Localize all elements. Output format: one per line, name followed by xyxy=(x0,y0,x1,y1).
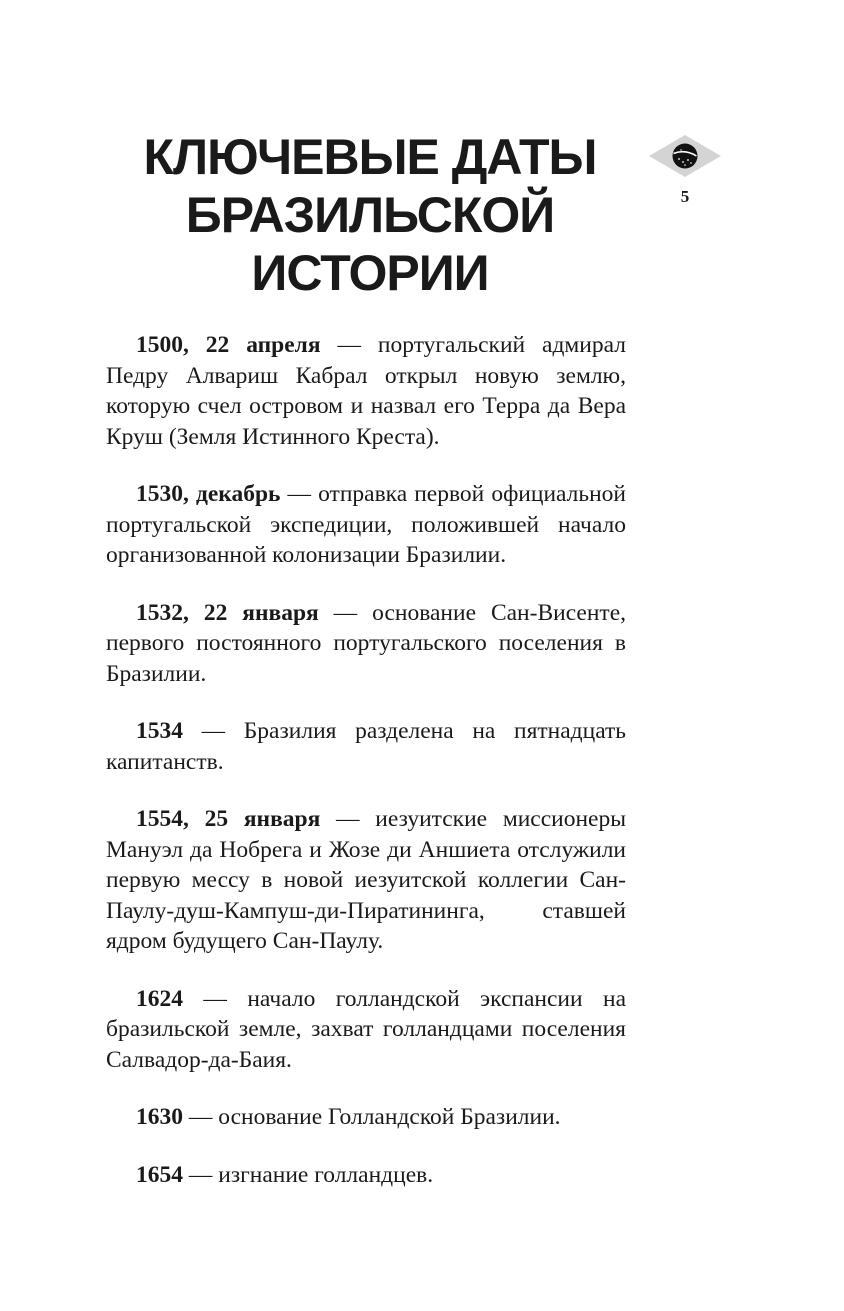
date-entry xyxy=(106,598,626,690)
title-line-2: БРАЗИЛЬСКОЙ xyxy=(185,187,555,243)
date-entry xyxy=(106,479,626,571)
entry-date: 1530, декабрь xyxy=(136,481,281,507)
entry-date: 1630 xyxy=(136,1104,183,1130)
page-number: 5 xyxy=(680,187,690,206)
entry-text: — иезуитские миссионеры Мануэл да Нобрега и Жозе ди Аншиета отслужили первую мессу в новой иезуитской коллегии Сан-Паулу-душ-Кампуш-ди-Пиратининга, ставшей ядром будущего Сан-Паулу. xyxy=(106,806,627,954)
title-line-3: ИСТОРИИ xyxy=(251,245,489,301)
key-dates-list xyxy=(106,330,626,1217)
entry-date: 1554, 25 января xyxy=(136,806,321,832)
date-entry xyxy=(106,1160,626,1191)
entry-date: 1532, 22 января xyxy=(136,599,319,626)
entry-text: — изгнание голландцев. xyxy=(188,1161,434,1188)
date-entry xyxy=(106,804,626,957)
date-entry xyxy=(106,716,626,777)
entry-text: — Бразилия разделена на пятнадцать капитанств. xyxy=(106,718,627,775)
entry-text: — португальский адмирал Педру Алвариш Кабрал открыл новую землю, которую счел островом и назвал его Терра да Вера Круш (Земля Истинного Креста). xyxy=(106,332,626,450)
entry-text: — начало голландской экспансии на бразильской земле, захват голландцами поселения Салвадор-да-Баия. xyxy=(106,985,626,1073)
brazil-flag-emblem-icon xyxy=(648,134,722,178)
entry-date: 1654 xyxy=(136,1161,183,1188)
page-title xyxy=(100,128,640,302)
entry-date: 1624 xyxy=(136,985,183,1012)
title-line-1: КЛЮЧЕВЫЕ ДАТЫ xyxy=(143,129,597,185)
date-entry xyxy=(106,984,626,1076)
entry-text: — отправка первой официальной португальской экспедиции, положившей начало организованной колонизации Бразилии. xyxy=(106,481,627,568)
entry-text: — основание Сан-Висенте, первого постоянного португальского поселения в Бразилии. xyxy=(106,599,626,687)
entry-date: 1534 xyxy=(136,718,183,744)
date-entry xyxy=(106,1102,626,1133)
entry-text: — основание Голландской Бразилии. xyxy=(188,1104,561,1130)
entry-date: 1500, 22 апреля xyxy=(136,332,321,358)
date-entry xyxy=(106,330,626,452)
